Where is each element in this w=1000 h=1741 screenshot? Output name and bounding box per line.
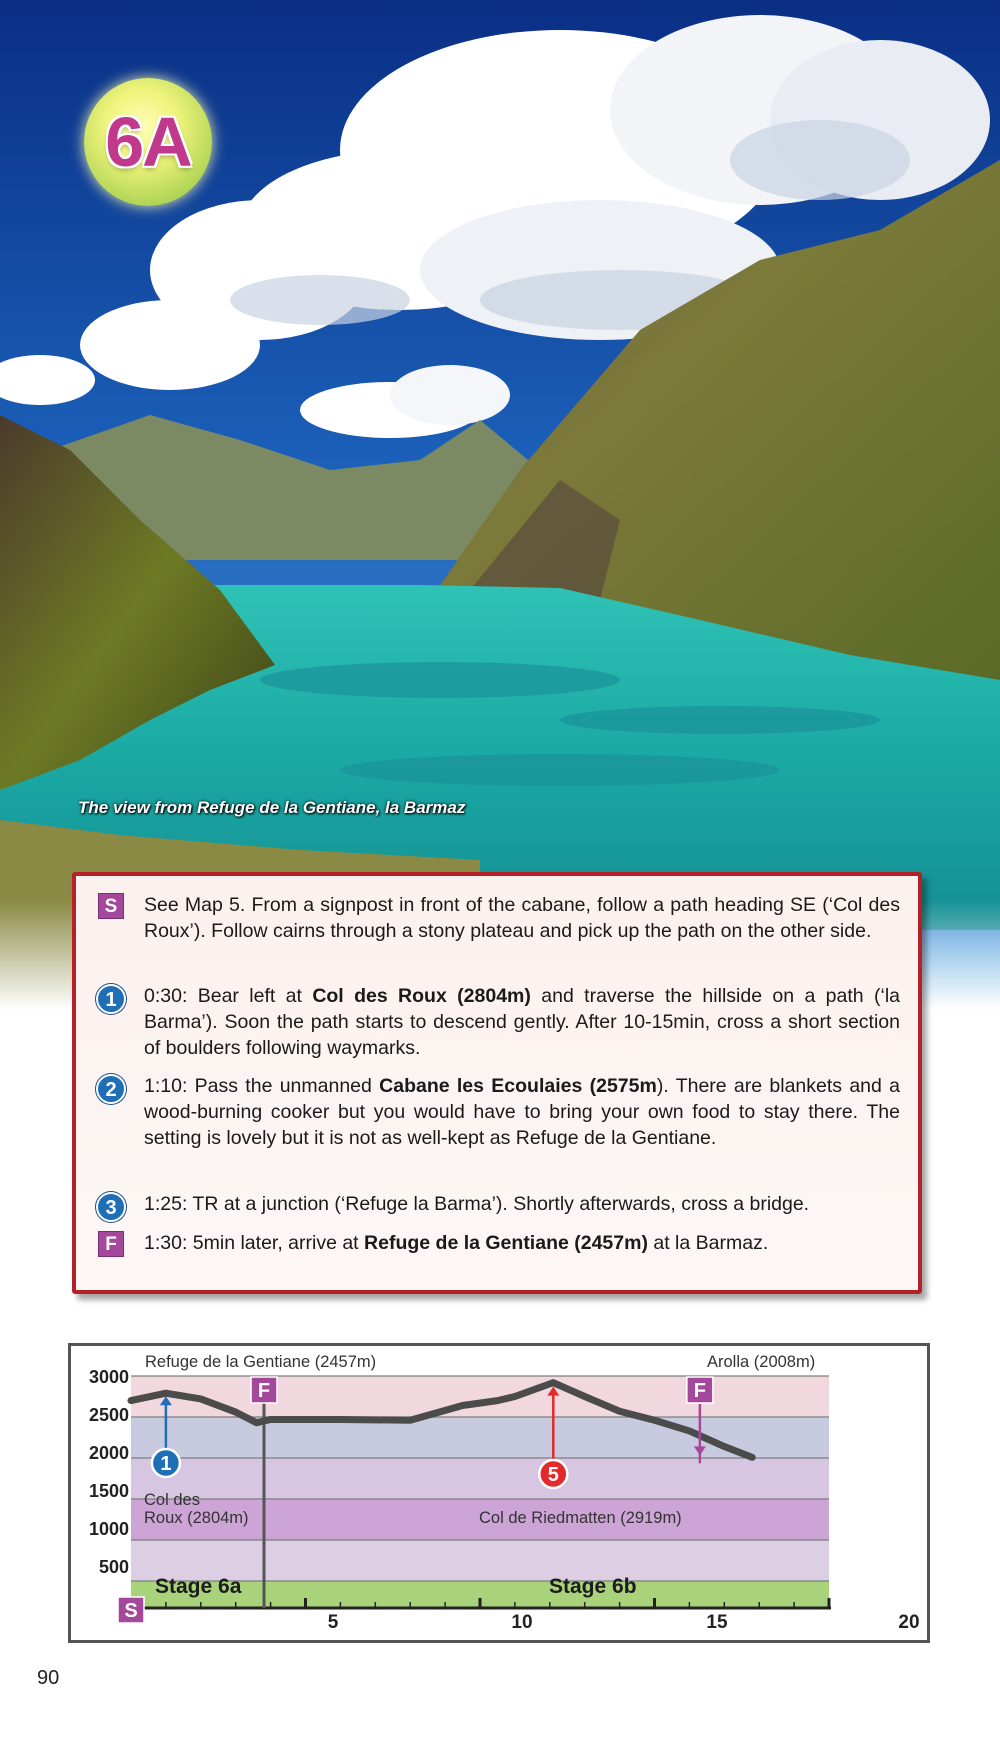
elevation-band: [131, 1458, 829, 1499]
route-step-text: 1:25: TR at a junction (‘Refuge la Barma’). Shortly afterwards, cross a bridge.: [144, 1193, 810, 1215]
start-marker: S: [98, 893, 124, 919]
label-col-des-roux-line1: Col des: [144, 1491, 200, 1509]
label-arolla: Arolla (2008m): [707, 1353, 816, 1371]
y-tick-label: 1500: [88, 1481, 129, 1501]
finish-marker: F: [98, 1231, 124, 1257]
finish-marker-stage-a-label: F: [257, 1380, 271, 1402]
y-tick-label: 3000: [88, 1367, 129, 1387]
waypoint-1-marker: 1: [96, 984, 126, 1014]
elevation-band: [131, 1417, 829, 1458]
label-start-refuge: Refuge de la Gentiane (2457m): [145, 1353, 377, 1371]
finish-marker-stage-b-label: F: [693, 1380, 706, 1402]
x-tick-label: 10: [511, 1612, 533, 1633]
col-des-roux-marker-label: 1: [160, 1453, 172, 1475]
route-description-box: [72, 872, 922, 1294]
col-de-riedmatten-marker-label: 5: [547, 1464, 559, 1486]
stage-badge-text: 6A: [105, 103, 191, 181]
y-tick-label: 1000: [88, 1519, 129, 1539]
x-tick-label: 5: [327, 1612, 339, 1633]
label-stage-6a: Stage 6a: [155, 1575, 242, 1598]
elevation-profile: [68, 1343, 930, 1643]
route-step-text: 0:30: Bear left at Col des Roux (2804m) and traverse the hillside on a path (‘la Barma’). Soon the path starts to descend gently. After 10-15min, cross a short section of boulders following waymarks.: [144, 985, 901, 1059]
start-marker-label: S: [124, 1600, 138, 1622]
waypoint-3-marker: 3: [96, 1192, 126, 1222]
x-tick-label: 20: [898, 1612, 920, 1633]
x-tick-label: 15: [706, 1612, 728, 1633]
route-step-text: 1:30: 5min later, arrive at Refuge de la Gentiane (2457m) at la Barmaz.: [144, 1232, 769, 1254]
label-col-de-riedmatten: Col de Riedmatten (2919m): [479, 1509, 682, 1527]
photo-caption: The view from Refuge de la Gentiane, la Barmaz: [78, 798, 466, 817]
elevation-profile-chart: [71, 1346, 927, 1640]
y-tick-label: 2000: [88, 1443, 129, 1463]
y-tick-label: 500: [98, 1557, 129, 1577]
page-number: 90: [37, 1667, 60, 1689]
waypoint-2-marker: 2: [96, 1074, 126, 1104]
route-step-text: 1:10: Pass the unmanned Cabane les Ecoulaies (2575m). There are blankets and a wood-burning cooker but you would have to bring your own food to stay there. The setting is lovely but it is not as well-kept as Refuge de la Gentiane.: [144, 1075, 900, 1149]
y-tick-label: 2500: [88, 1405, 129, 1425]
stage-badge: [84, 78, 212, 206]
route-step-text: See Map 5. From a signpost in front of the cabane, follow a path heading SE (‘Col des Roux’). Follow cairns through a stony plateau and pick up the path on the other side.: [144, 894, 900, 942]
label-stage-6b: Stage 6b: [549, 1575, 637, 1598]
label-col-des-roux-line2: Roux (2804m): [144, 1509, 249, 1527]
